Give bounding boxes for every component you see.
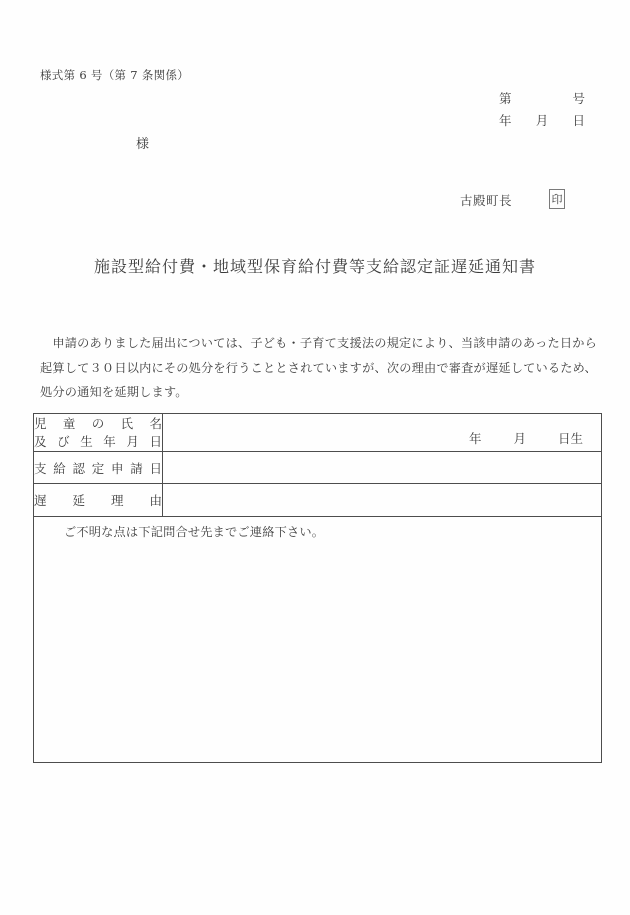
dob-labels-row bbox=[163, 429, 601, 451]
document-title: 施設型給付費・地域型保育給付費等支給認定証遅延通知書 bbox=[93, 257, 536, 276]
delay-reason-row bbox=[34, 484, 602, 517]
doc-number-suffix: 号 bbox=[572, 91, 585, 106]
contact-note-row bbox=[34, 517, 602, 763]
child-name-header-line1: 児童の氏名 bbox=[34, 415, 162, 431]
doc-number-line bbox=[499, 89, 585, 107]
child-name-header-line2: 及び生年月日 bbox=[34, 433, 162, 449]
application-date-header-cell: 支給認定申請日 bbox=[34, 452, 163, 484]
date-day-label: 日 bbox=[572, 113, 585, 128]
child-name-row bbox=[34, 414, 602, 452]
issuer-title: 古殿町長 bbox=[460, 193, 513, 208]
body-line-3: 処分の通知を延期します。 bbox=[40, 385, 188, 399]
application-date-value-cell bbox=[163, 452, 602, 484]
body-line-2: 起算して３０日以内にその処分を行うこととされていますが、次の理由で審査が遅延しているため、 bbox=[40, 360, 597, 375]
dob-day-label: 日生 bbox=[557, 431, 583, 446]
date-year-label: 年 bbox=[499, 113, 512, 128]
delay-reason-value-cell bbox=[163, 484, 602, 517]
body-line-1: 申請のありました届出については、子ども・子育て支援法の規定により、当該申請のあった日から bbox=[40, 336, 598, 350]
contact-note-text: ご不明な点は下記問合せ先までご連絡下さい。 bbox=[64, 525, 325, 539]
delay-reason-header-cell: 遅延理由 bbox=[34, 484, 163, 517]
contact-note-cell bbox=[34, 517, 602, 763]
addressee-honorific: 様 bbox=[136, 137, 150, 152]
seal-stamp-box: 印 bbox=[549, 189, 565, 209]
dob-year-label: 年 bbox=[468, 431, 482, 446]
date-month-label: 月 bbox=[535, 113, 549, 128]
application-date-row bbox=[34, 452, 602, 484]
issue-date-line bbox=[499, 111, 585, 129]
dob-month-label: 月 bbox=[513, 431, 526, 446]
child-name-value-cell bbox=[163, 414, 602, 452]
form-number: 様式第 6 号（第 7 条関係） bbox=[40, 68, 190, 82]
body-paragraph bbox=[40, 331, 600, 405]
doc-number-prefix: 第 bbox=[499, 91, 512, 106]
child-name-header-cell bbox=[34, 414, 163, 452]
notice-table bbox=[33, 413, 602, 763]
